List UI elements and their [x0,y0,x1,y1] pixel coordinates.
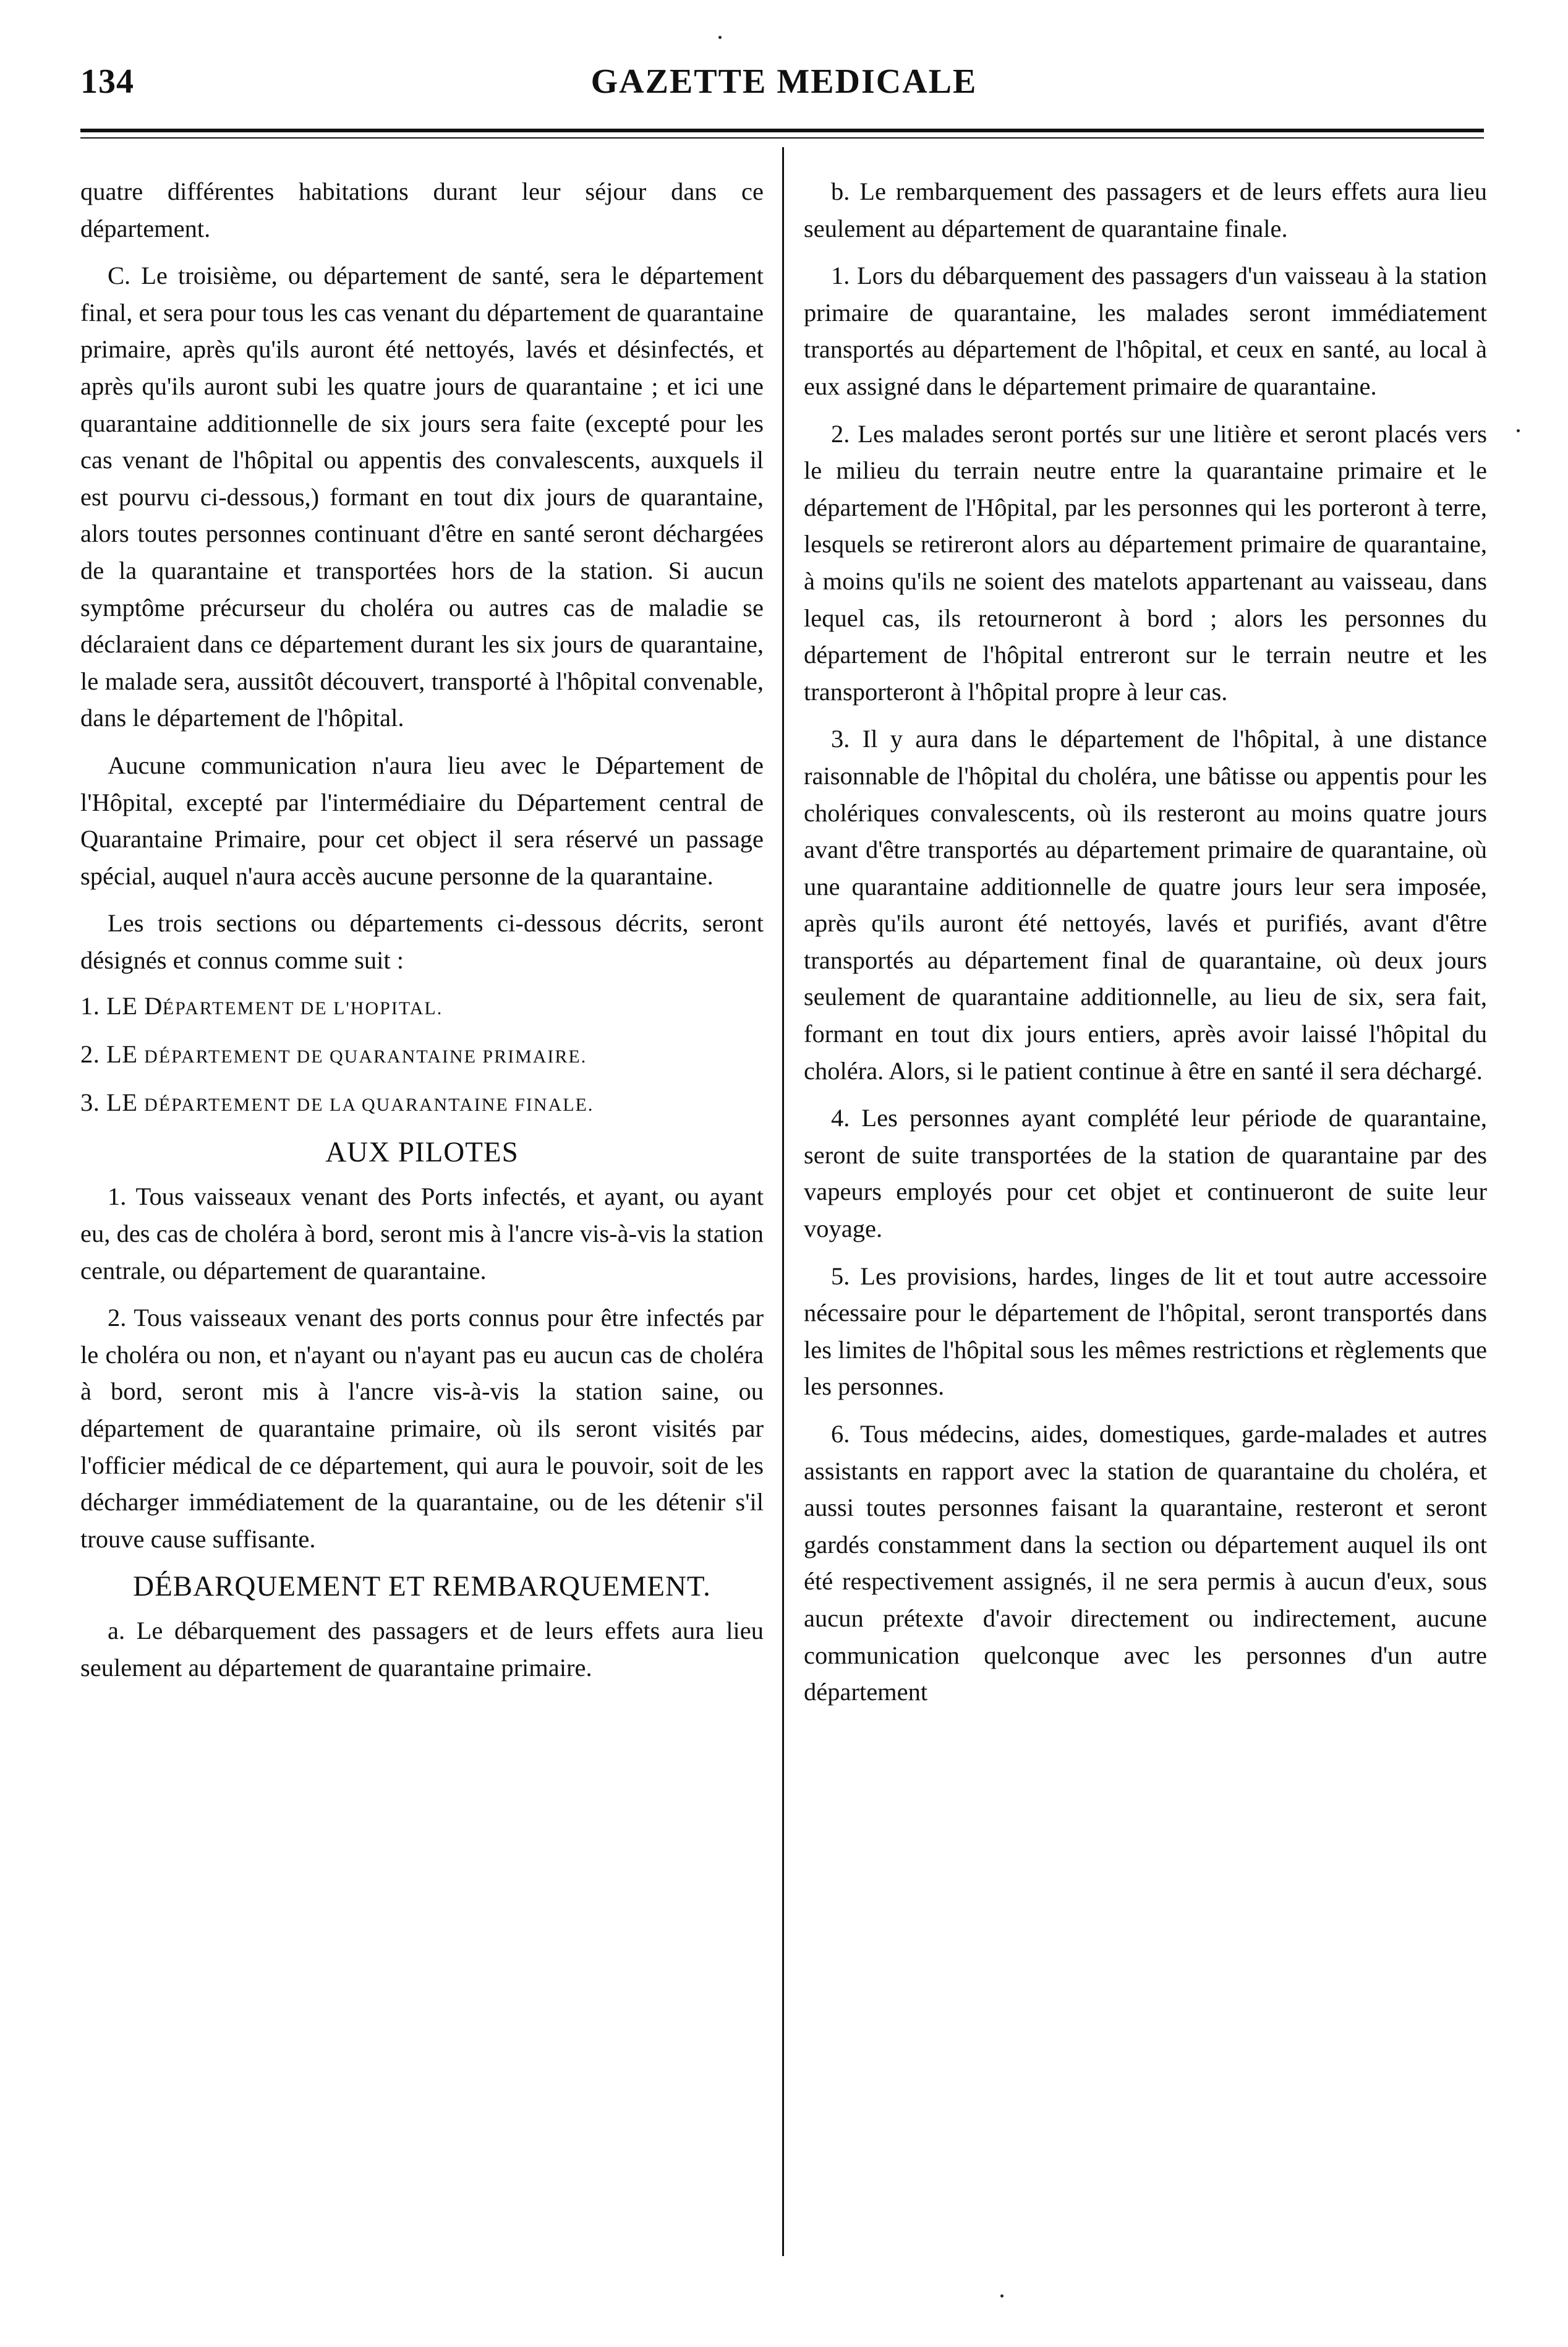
paragraph: 2. Tous vaisseaux venant des ports connus pour être infectés par le choléra ou non, et n'ayant ou n'ayant pas eu aucun cas de choléra à bord, seront mis à l'ancre vis-à-vis la station saine, ou département de quarantaine primaire, où ils seront visités par l'officier médical de ce département, qui aura le pouvoir, soit de les décharger immédiatement de la quarantaine, ou de les détenir s'il trouve cause suffisante. [80,1304,764,1553]
header-rule-thin [80,137,1484,139]
paragraph: Les trois sections ou départements ci-dessous décrits, seront désignés et connus comme suit : [80,909,764,974]
paragraph: quatre différentes habitations durant leur séjour dans ce département. [80,177,764,242]
paragraph: C. Le troisième, ou département de santé, sera le département final, et sera pour tous les cas venant du département de quarantaine primaire, après qu'ils auront été nettoyés, lavés et désinfectés, et après qu'ils auront subi les quatre jours de quarantaine ; et ici une quarantaine additionnelle de six jours sera faite (excepté pour les cas venant de l'hôpital ou appentis des convalescents, auxquels il est pourvu ci-dessous,) formant en tout dix jours de quarantaine, alors toutes personnes continuant d'être en santé seront déchargées de la quarantaine et transportées hors de la station. Si aucun symptôme précurseur du choléra ou autres cas de maladie se déclaraient dans ce département durant les six jours de quarantaine, le malade sera, aussitôt découvert, transporté à l'hôpital convenable, dans le département de l'hôpital. [80,262,764,732]
left-column [80,173,764,1687]
section-heading-pilotes: AUX PILOTES [325,1136,519,1169]
section-list-item-2: 2. LE DÉPARTEMENT DE QUARANTAINE PRIMAIRE. [80,1040,587,1069]
paragraph: 1. Lors du débarquement des passagers d'un vaisseau à la station primaire de quarantaine, les malades seront immédiatement transportés au département de l'hôpital, et ceux en santé, au local à eux assigné dans le département primaire de quarantaine. [804,262,1487,400]
paragraph: a. Le débarquement des passagers et de leurs effets aura lieu seulement au département de quarantaine primaire. [80,1617,764,1682]
section-list-item-3: 3. LE DÉPARTEMENT DE LA QUARANTAINE FINALE. [80,1088,594,1117]
right-column [804,173,1487,1711]
paragraph: 3. Il y aura dans le département de l'hôpital, à une distance raisonnable de l'hôpital du choléra, une bâtisse ou appentis pour les cholériques convalescents, où ils resteront au moins quatre jours avant d'être transportés au département primaire de quarantaine, où une quarantaine additionnelle de quatre jours leur sera imposée, après qu'ils auront été nettoyés, lavés et purifiés, avant d'être transportés au département final de quarantaine, où deux jours seulement de quarantaine additionnelle, au lieu de six, sera fait, formant en tout dix jours entiers, après avoir laissé l'hôpital du choléra. Alors, si le patient continue à être en santé il sera déchargé. [804,725,1487,1085]
paragraph: 1. Tous vaisseaux venant des Ports infectés, et ayant, ou ayant eu, des cas de choléra à bord, seront mis à l'ancre vis-à-vis la station centrale, ou département de quarantaine. [80,1182,764,1285]
paragraph: 6. Tous médecins, aides, domestiques, garde-malades et autres assistants en rapport avec la station de quarantaine du choléra, et aussi toutes personnes faisant la quarantaine, resteront et seront gardés constamment dans la section ou département auquel ils ont été respectivement assignés, il ne sera permis à aucun d'eux, sous aucun prétexte d'avoir directement ou indirectement, aucune communication quelconque avec les personnes d'un autre département [804,1420,1487,1706]
paragraph: 4. Les personnes ayant complété leur période de quarantaine, seront de suite transportées de la station de quarantaine par des vapeurs employés pour cet objet et continueront de suite leur voyage. [804,1104,1487,1243]
print-speck [1000,2294,1003,2298]
page-number: 134 [80,62,134,101]
paragraph: 5. Les provisions, hardes, linges de lit et tout autre accessoire nécessaire pour le département de l'hôpital, seront transportés dans les limites de l'hôpital sous les mêmes restrictions et règlements que les personnes. [804,1262,1487,1401]
section-list-item-1: 1. LE DÉPARTEMENT DE L'HOPITAL. [80,992,443,1020]
print-speck [1517,429,1520,432]
paragraph: Aucune communication n'aura lieu avec le Département de l'Hôpital, excepté par l'intermédiaire du Département central de Quarantaine Primaire, pour cet object il sera réservé un passage spécial, auquel n'aura accès aucune personne de la quarantaine. [80,751,764,890]
column-divider [782,147,784,2256]
paragraph: 2. Les malades seront portés sur une litière et seront placés vers le milieu du terrain neutre entre la quarantaine primaire et le département de l'Hôpital, par les personnes qui les porteront à terre, lesquels se retireront alors au département primaire de quarantaine, à moins qu'ils ne soient des matelots appartenant au vaisseau, dans lequel cas, ils retourneront à bord ; alors les personnes du département de l'hôpital entreront sur le terrain neutre et les transporteront à l'hôpital propre à leur cas. [804,419,1487,706]
section-heading-debarquement: DÉBARQUEMENT ET REMBARQUEMENT. [133,1570,711,1603]
print-speck [718,36,722,39]
header-rule-thick [80,129,1484,132]
paragraph: b. Le rembarquement des passagers et de leurs effets aura lieu seulement au département de quarantaine finale. [804,177,1487,242]
running-title: GAZETTE MEDICALE [590,62,978,101]
